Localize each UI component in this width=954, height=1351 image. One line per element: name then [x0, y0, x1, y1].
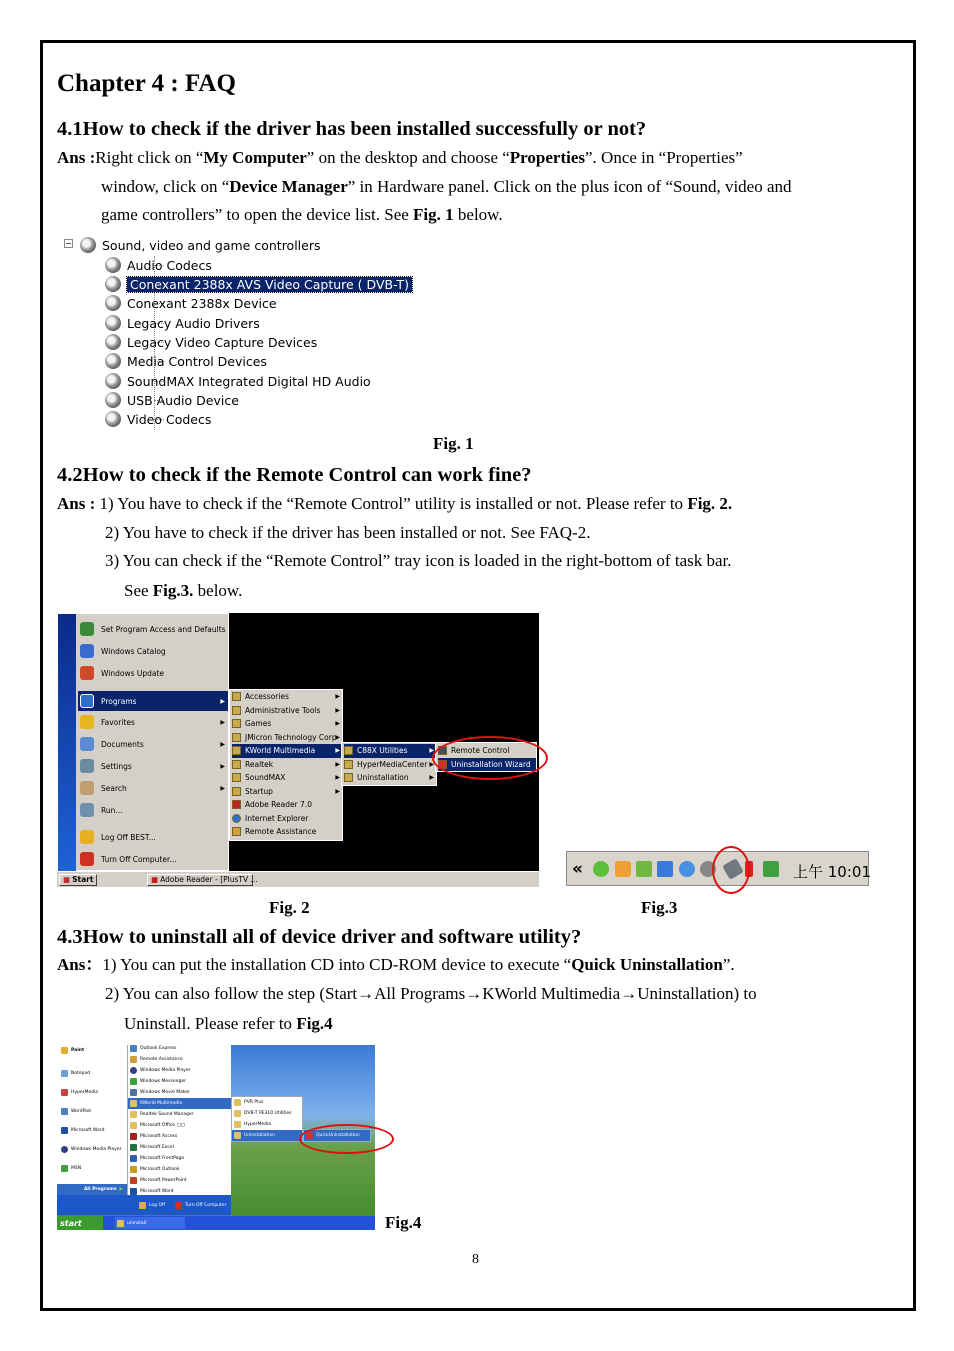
tree-item[interactable]: Media Control Devices: [105, 352, 267, 370]
submenu-item[interactable]: Internet Explorer: [232, 812, 342, 826]
faq-4-2-title: 4.2How to check if the Remote Control can work fine?: [57, 464, 532, 486]
submenu-item[interactable]: HyperMediaCenter ▶: [344, 758, 436, 772]
kworld-item[interactable]: PVR Plus: [234, 1097, 264, 1108]
tree-item[interactable]: USB Audio Device: [105, 391, 239, 409]
arrow-right-icon: ▶: [119, 1187, 123, 1192]
tray-network-icon[interactable]: [657, 861, 673, 877]
power-icon: [175, 1202, 182, 1209]
folder-icon: [232, 692, 241, 701]
folder-icon: [232, 706, 241, 715]
recent-item[interactable]: HyperMedia: [61, 1087, 98, 1098]
recent-item[interactable]: MSN: [61, 1163, 81, 1174]
folder-icon: [234, 1132, 241, 1139]
frontpage-icon: [130, 1155, 137, 1162]
speaker-icon: [105, 276, 121, 292]
speaker-icon: [80, 237, 96, 253]
folder-icon: [117, 1220, 124, 1227]
page-number: 8: [472, 1252, 479, 1267]
program-item[interactable]: Windows Messenger: [130, 1076, 186, 1087]
tree-item[interactable]: Video Codecs: [105, 410, 211, 428]
kworld-item[interactable]: DVB-T PE310 Utilities: [234, 1108, 291, 1119]
submenu-item[interactable]: Realtek ▶: [232, 758, 342, 772]
tray-download-icon[interactable]: [636, 861, 652, 877]
messenger-icon: [130, 1078, 137, 1085]
folder-icon: [234, 1121, 241, 1128]
documents-icon: [80, 737, 94, 751]
submenu-item[interactable]: SoundMAX ▶: [232, 771, 342, 785]
kworld-submenu: [341, 742, 437, 786]
notepad-icon: [61, 1070, 68, 1077]
menu-item-turn-off[interactable]: Turn Off Computer...: [78, 849, 228, 869]
speaker-icon: [105, 295, 121, 311]
highlight-circle: [712, 846, 750, 894]
submenu-item-remote-control[interactable]: Remote Control: [438, 744, 536, 758]
faq-4-3-title: 4.3How to uninstall all of device driver and software utility?: [57, 926, 582, 948]
speaker-icon: [105, 257, 121, 273]
tree-item[interactable]: SoundMAX Integrated Digital HD Audio: [105, 372, 371, 390]
program-item[interactable]: Windows Movie Maker: [130, 1087, 190, 1098]
internet-explorer-icon: [232, 814, 241, 823]
folder-icon: [344, 746, 353, 755]
tray-clock-icon[interactable]: [615, 861, 631, 877]
submenu-item[interactable]: Games ▶: [232, 717, 342, 731]
msn-icon: [61, 1165, 68, 1172]
programs-submenu: [229, 689, 343, 841]
faq-4-1-answer-line-1: Ans :Right click on “My Computer” on the desktop and choose “Properties”. Once in “Properties”: [57, 148, 743, 167]
all-programs-button[interactable]: All Programs ▶: [57, 1184, 127, 1195]
kworld-submenu: [231, 1096, 303, 1142]
recent-item[interactable]: Microsoft Word: [61, 1125, 104, 1136]
tray-monitor-icon[interactable]: [763, 861, 779, 877]
wordpad-icon: [61, 1108, 68, 1115]
highlight-circle: [432, 736, 548, 780]
folder-icon: [232, 733, 241, 742]
program-item-kworld[interactable]: KWorld Multimedia: [128, 1098, 231, 1109]
folder-icon: [232, 746, 241, 755]
start-menu-left-pane: [57, 1045, 127, 1205]
pinned-item[interactable]: Paint: [61, 1045, 84, 1056]
fig-1-caption: Fig. 1: [433, 434, 474, 453]
tree-item[interactable]: Legacy Audio Drivers: [105, 314, 260, 332]
tree-item[interactable]: Conexant 2388x Device: [105, 294, 277, 312]
folder-icon: [234, 1099, 241, 1106]
start-button[interactable]: start: [57, 1216, 103, 1230]
menu-item-windows-update[interactable]: Windows Update: [78, 663, 228, 683]
submenu-item[interactable]: Adobe Reader 7.0: [232, 798, 342, 812]
folder-icon: [232, 719, 241, 728]
menu-item-log-off[interactable]: Log Off BEST...: [78, 827, 228, 847]
submenu-item-uninstallation-wizard[interactable]: Uninstallation Wizard: [438, 758, 536, 772]
submenu-item-c88x-utilities[interactable]: C88X Utilities ▶: [344, 744, 436, 758]
all-programs-menu: [127, 1045, 231, 1205]
tray-clock[interactable]: 上午 10:01: [793, 863, 871, 881]
folder-icon: [232, 773, 241, 782]
taskbar: [57, 1216, 375, 1230]
folder-icon: [232, 787, 241, 796]
key-icon: [80, 830, 94, 844]
program-item[interactable]: Microsoft Access: [130, 1131, 177, 1142]
speaker-icon: [105, 353, 121, 369]
menu-item-set-program-access[interactable]: Set Program Access and Defaults: [78, 619, 228, 639]
taskbar: [57, 871, 539, 887]
taskbar-item-uninstall[interactable]: uninstall: [115, 1217, 185, 1229]
speaker-icon: [105, 392, 121, 408]
catalog-icon: [80, 644, 94, 658]
windows-logo-icon: ■: [63, 875, 71, 884]
folder-icon: [130, 1100, 137, 1107]
program-item[interactable]: Microsoft FrontPage: [130, 1153, 184, 1164]
submenu-item[interactable]: Uninstallation ▶: [344, 771, 436, 785]
search-icon: [80, 781, 94, 795]
menu-item-documents[interactable]: Documents ▶: [78, 734, 228, 754]
device-manager-tree: [60, 234, 420, 434]
program-item[interactable]: Outlook Express: [130, 1043, 177, 1054]
word-icon: [130, 1188, 137, 1195]
faq-4-3-answer-line-3: Uninstall. Please refer to Fig.4: [124, 1014, 333, 1033]
quick-uninstallation-item[interactable]: QuickUninstallation: [304, 1130, 370, 1141]
program-item[interactable]: Microsoft Excel: [130, 1142, 174, 1153]
adobe-icon: [232, 800, 241, 809]
faq-4-3-answer-line-1: Ans：1) You can put the installation CD into CD-ROM device to execute “Quick Uninstallation”.: [57, 955, 735, 974]
folder-icon: [344, 773, 353, 782]
windows-update-icon: [80, 666, 94, 680]
tree-root[interactable]: Sound, video and game controllers: [80, 236, 321, 254]
faq-4-1-title: 4.1How to check if the driver has been installed successfully or not?: [57, 118, 647, 140]
kworld-item[interactable]: HyperMedia: [234, 1119, 271, 1130]
menu-item-favorites[interactable]: Favorites ▶: [78, 712, 228, 732]
highlight-circle: [299, 1124, 394, 1154]
folder-icon: [130, 1122, 137, 1129]
expand-tray-icon[interactable]: «: [572, 859, 583, 879]
faq-4-2-answer-line-2: 2) You have to check if the driver has been installed or not. See FAQ-2.: [105, 523, 591, 542]
taskbar-item-adobe[interactable]: ■ Adobe Reader - [PlusTV ...: [147, 874, 253, 886]
run-icon: [80, 803, 94, 817]
power-icon: [80, 852, 94, 866]
faq-4-3-answer-line-2: 2) You can also follow the step (Start→All Programs→KWorld Multimedia→Uninstallation) to: [105, 984, 757, 1003]
start-menu: Windows XP Professional Set Program Access and Defaults Windows Catalog Windows Update Programs ▶ Favorites ▶ Documents ▶ Settings ▶ Search ▶ Run... Log Off BEST... Turn Off Computer...: [57, 613, 229, 871]
program-item[interactable]: Remote Assistance: [130, 1054, 183, 1065]
folder-icon: [344, 760, 353, 769]
menu-item-search[interactable]: Search ▶: [78, 778, 228, 798]
movie-maker-icon: [130, 1089, 137, 1096]
speaker-icon: [105, 315, 121, 331]
log-off-button[interactable]: Log Off: [139, 1200, 165, 1211]
faq-4-2-answer-line-4: See Fig.3. below.: [124, 581, 243, 600]
submenu-item[interactable]: Accessories ▶: [232, 690, 342, 704]
media-player-icon: [130, 1067, 137, 1074]
submenu-item[interactable]: Remote Assistance: [232, 825, 342, 839]
start-button[interactable]: ■ Start: [59, 874, 97, 886]
program-access-icon: [80, 622, 94, 636]
excel-icon: [130, 1144, 137, 1151]
remote-assistance-icon: [232, 827, 241, 836]
turn-off-button[interactable]: Turn Off Computer: [175, 1200, 226, 1211]
powerpoint-icon: [130, 1177, 137, 1184]
programs-icon: [80, 694, 94, 708]
menu-item-settings[interactable]: Settings ▶: [78, 756, 228, 776]
menu-item-windows-catalog[interactable]: Windows Catalog: [78, 641, 228, 661]
submenu-item[interactable]: Administrative Tools ▶: [232, 704, 342, 718]
settings-icon: [80, 759, 94, 773]
tray-bluetooth-icon[interactable]: [679, 861, 695, 877]
outlook-express-icon: [130, 1045, 137, 1052]
program-item[interactable]: Windows Media Player: [130, 1065, 190, 1076]
folder-icon: [232, 760, 241, 769]
menu-item-run[interactable]: Run...: [78, 800, 228, 820]
chapter-title: Chapter 4 : FAQ: [57, 70, 236, 97]
speaker-icon: [105, 373, 121, 389]
faq-4-2-answer-line-3: 3) You can check if the “Remote Control” tray icon is loaded in the right-bottom of task bar.: [105, 551, 732, 570]
recent-item[interactable]: Windows Media Player: [61, 1144, 121, 1155]
collapse-icon[interactable]: −: [65, 239, 72, 248]
faq-4-2-answer-line-1: Ans : 1) You have to check if the “Remote Control” utility is installed or not. Please refer to Fig. 2.: [57, 494, 733, 513]
submenu-item-kworld[interactable]: KWorld Multimedia ▶: [232, 744, 342, 758]
faq-4-1-answer-line-2: window, click on “Device Manager” in Hardware panel. Click on the plus icon of “Sound, video and: [101, 177, 792, 196]
star-icon: [80, 715, 94, 729]
fig-3-caption: Fig.3: [641, 898, 678, 917]
tree-item[interactable]: Audio Codecs: [105, 256, 212, 274]
remote-assistance-icon: [130, 1056, 137, 1063]
access-icon: [130, 1133, 137, 1140]
paint-icon: [61, 1047, 68, 1054]
program-item[interactable]: Microsoft Office □□: [130, 1120, 185, 1131]
tray-check-icon[interactable]: [593, 861, 609, 877]
adobe-icon: ■: [151, 875, 159, 884]
recent-item[interactable]: WordPad: [61, 1106, 91, 1117]
speaker-icon: [105, 411, 121, 427]
tree-item-selected[interactable]: Conexant 2388x AVS Video Capture ( DVB-T): [105, 275, 412, 293]
word-icon: [61, 1127, 68, 1134]
faq-4-1-answer-line-3: game controllers” to open the device list. See Fig. 1 below.: [101, 205, 503, 224]
media-player-icon: [61, 1146, 68, 1153]
menu-item-programs[interactable]: Programs ▶: [78, 691, 228, 711]
outlook-icon: [130, 1166, 137, 1173]
program-item[interactable]: Microsoft PowerPoint: [130, 1175, 187, 1186]
program-item[interactable]: Microsoft Outlook: [130, 1164, 179, 1175]
fig-4-caption: Fig.4: [385, 1213, 422, 1232]
tree-item[interactable]: Legacy Video Capture Devices: [105, 333, 317, 351]
folder-icon: [234, 1110, 241, 1117]
submenu-item[interactable]: Startup ▶: [232, 785, 342, 799]
kworld-item-uninstallation[interactable]: Uninstallation: [232, 1130, 302, 1141]
folder-icon: [130, 1111, 137, 1118]
submenu-item[interactable]: JMicron Technology Corp ▶: [232, 731, 342, 745]
speaker-icon: [105, 334, 121, 350]
fig-2-caption: Fig. 2: [269, 898, 310, 917]
program-item[interactable]: Realtek Sound Manager: [130, 1109, 194, 1120]
start-menu-footer: [57, 1195, 231, 1215]
recent-item[interactable]: Notepad: [61, 1068, 90, 1079]
key-icon: [139, 1202, 146, 1209]
hypermedia-icon: [61, 1089, 68, 1096]
program-item[interactable]: Microsoft Word: [130, 1186, 173, 1197]
